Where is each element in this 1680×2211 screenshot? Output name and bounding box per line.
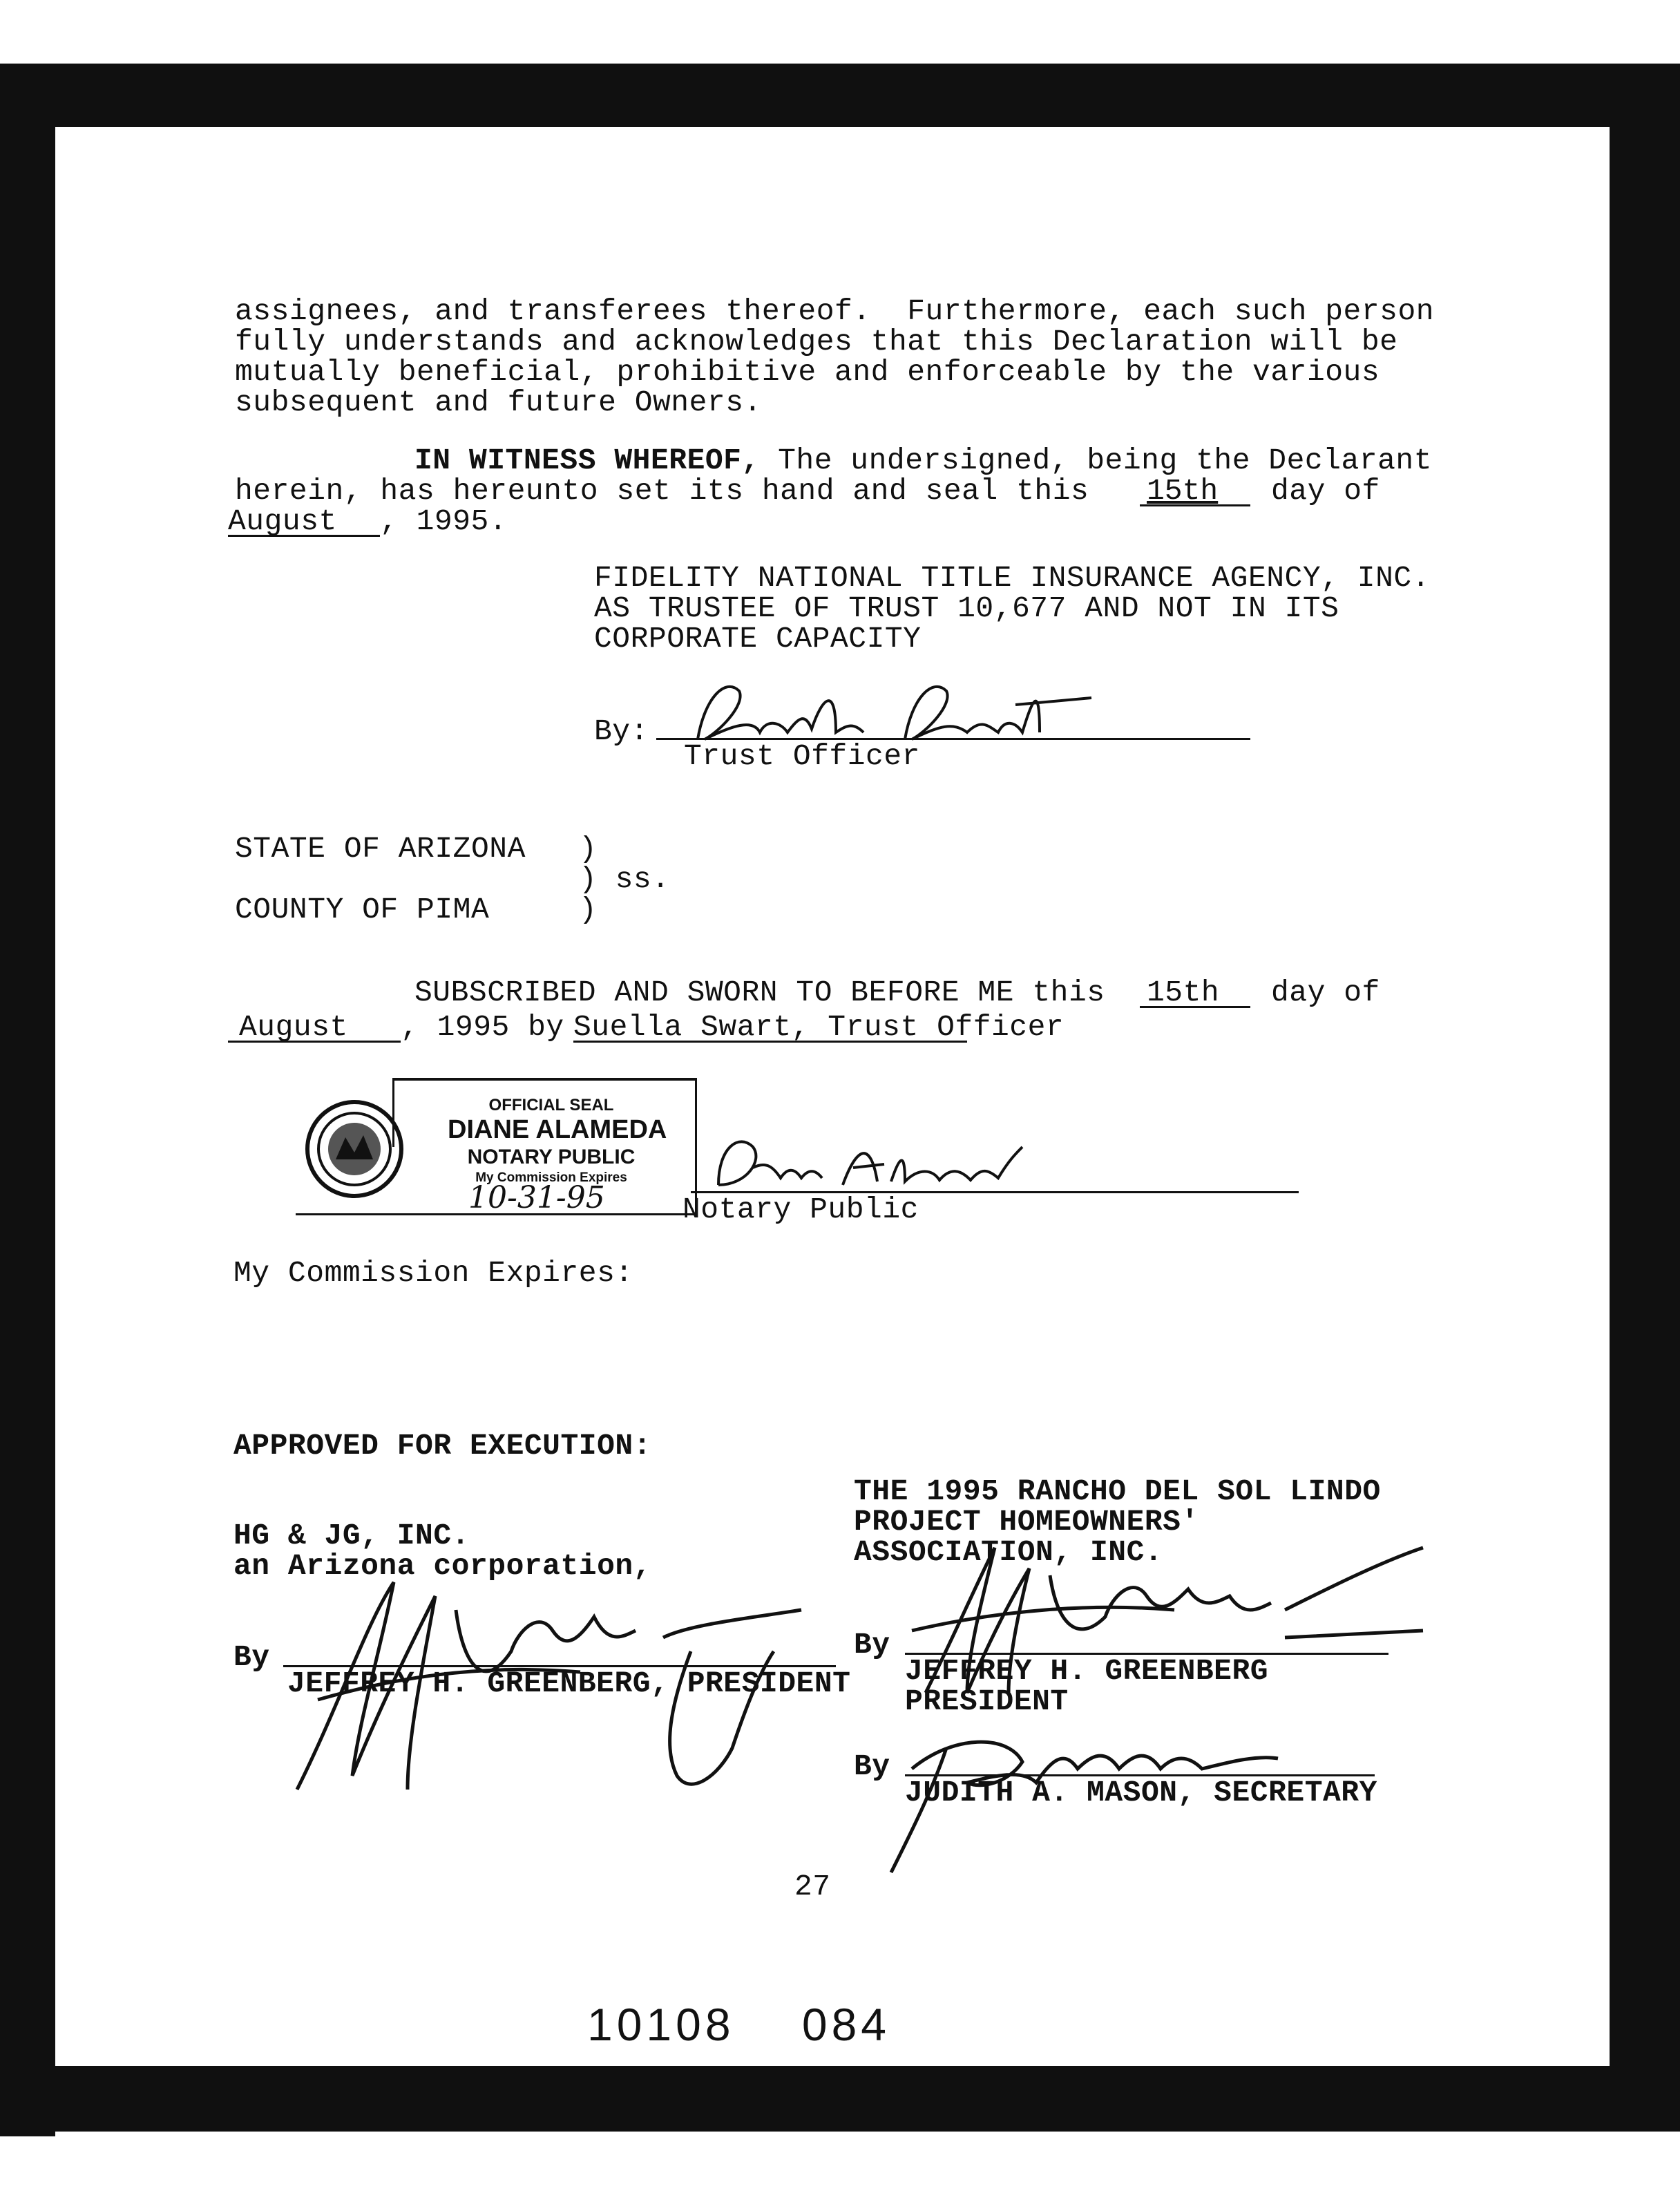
commission-expires-label: My Commission Expires:	[233, 1256, 633, 1290]
paragraph-line: subsequent and future Owners.	[235, 386, 762, 419]
paragraph-line: assignees, and transferees thereof. Furthermore, each such person	[235, 294, 1435, 328]
left-by-label: By	[233, 1640, 270, 1674]
right-by-label-1: By	[854, 1628, 890, 1662]
right-entity-line: THE 1995 RANCHO DEL SOL LINDO	[854, 1474, 1381, 1508]
trustee-line: FIDELITY NATIONAL TITLE INSURANCE AGENCY, INC.	[594, 561, 1430, 595]
right-entity-line: PROJECT HOMEOWNERS'	[854, 1505, 1199, 1539]
subscribed-name: Suella Swart, Trust Officer	[573, 1010, 1065, 1044]
trustee-line: AS TRUSTEE OF TRUST 10,677 AND NOT IN ITS	[594, 591, 1339, 625]
venue-state: STATE OF ARIZONA	[235, 832, 526, 866]
recording-number: 10108 084	[587, 1999, 890, 2050]
fill-line	[1140, 1006, 1250, 1008]
left-signature	[276, 1568, 815, 1803]
subscribed-month: August	[239, 1010, 348, 1044]
seal-notary-title: NOTARY PUBLIC	[467, 1146, 636, 1168]
subscribed-line-1-post: day of	[1271, 976, 1380, 1009]
right-by-label-2: By	[854, 1749, 890, 1783]
venue-paren: )	[579, 832, 598, 866]
right-signature-2	[870, 1707, 1285, 1886]
right-signer-1-title: PRESIDENT	[905, 1685, 1069, 1718]
witness-month: August	[228, 504, 337, 538]
paragraph-line: mutually beneficial, prohibitive and enforceable by the various	[235, 355, 1380, 389]
witness-year: , 1995.	[380, 504, 508, 538]
notary-seal	[296, 1078, 696, 1216]
witness-line-2-post: day of	[1271, 474, 1380, 508]
right-signer-2: JUDITH A. MASON, SECRETARY	[905, 1776, 1377, 1810]
notary-signature	[698, 1119, 1043, 1195]
right-signature-1	[898, 1534, 1451, 1714]
by-label: By:	[594, 714, 649, 748]
right-signer-1: JEFFREY H. GREENBERG	[905, 1654, 1269, 1688]
witness-line-1	[414, 445, 1432, 477]
seal-official-label: OFFICIAL SEAL	[488, 1096, 614, 1114]
witness-line-2-pre: herein, has hereunto set its hand and seal this	[235, 474, 1089, 508]
left-entity-name: HG & JG, INC.	[233, 1519, 470, 1553]
subscribed-line-1-pre: SUBSCRIBED AND SWORN TO BEFORE ME this	[414, 976, 1105, 1009]
paragraph-line: fully understands and acknowledges that this Declaration will be	[235, 325, 1398, 359]
seal-expiry-handwritten: 10-31-95	[468, 1180, 605, 1215]
trust-officer-label: Trust Officer	[684, 739, 920, 773]
trustee-line: CORPORATE CAPACITY	[594, 622, 922, 656]
scan-border-top	[0, 64, 1680, 127]
witness-rest: The undersigned, being the Declarant	[759, 444, 1433, 477]
state-seal-icon	[303, 1097, 406, 1201]
left-entity-desc: an Arizona corporation,	[233, 1549, 651, 1583]
approved-label: APPROVED FOR EXECUTION:	[233, 1429, 651, 1463]
fill-line	[1140, 504, 1250, 506]
subscribed-year: , 1995 by	[401, 1010, 564, 1044]
venue-county: COUNTY OF PIMA	[235, 893, 490, 927]
fill-line	[228, 1041, 401, 1043]
fill-line	[573, 1041, 967, 1043]
notary-public-label: Notary Public	[682, 1193, 919, 1226]
scan-border-bottom	[0, 2066, 1680, 2132]
scan-border-right	[1610, 64, 1680, 2102]
witness-day: 15th	[1147, 474, 1219, 508]
scan-border-left	[0, 64, 55, 2136]
witness-lead: IN WITNESS WHEREOF,	[414, 444, 760, 477]
fill-line	[228, 535, 380, 537]
venue-paren-ss: ) ss.	[579, 862, 670, 896]
page-number: 27	[794, 1870, 831, 1904]
seal-commission-label: My Commission Expires	[475, 1170, 627, 1185]
seal-notary-name: DIANE ALAMEDA	[448, 1115, 667, 1144]
right-entity-line: ASSOCIATION, INC.	[854, 1535, 1163, 1569]
subscribed-day: 15th	[1147, 976, 1220, 1009]
venue-paren: )	[579, 893, 598, 927]
left-signer: JEFFREY H. GREENBERG, PRESIDENT	[287, 1667, 851, 1700]
seal-border	[392, 1078, 696, 1081]
